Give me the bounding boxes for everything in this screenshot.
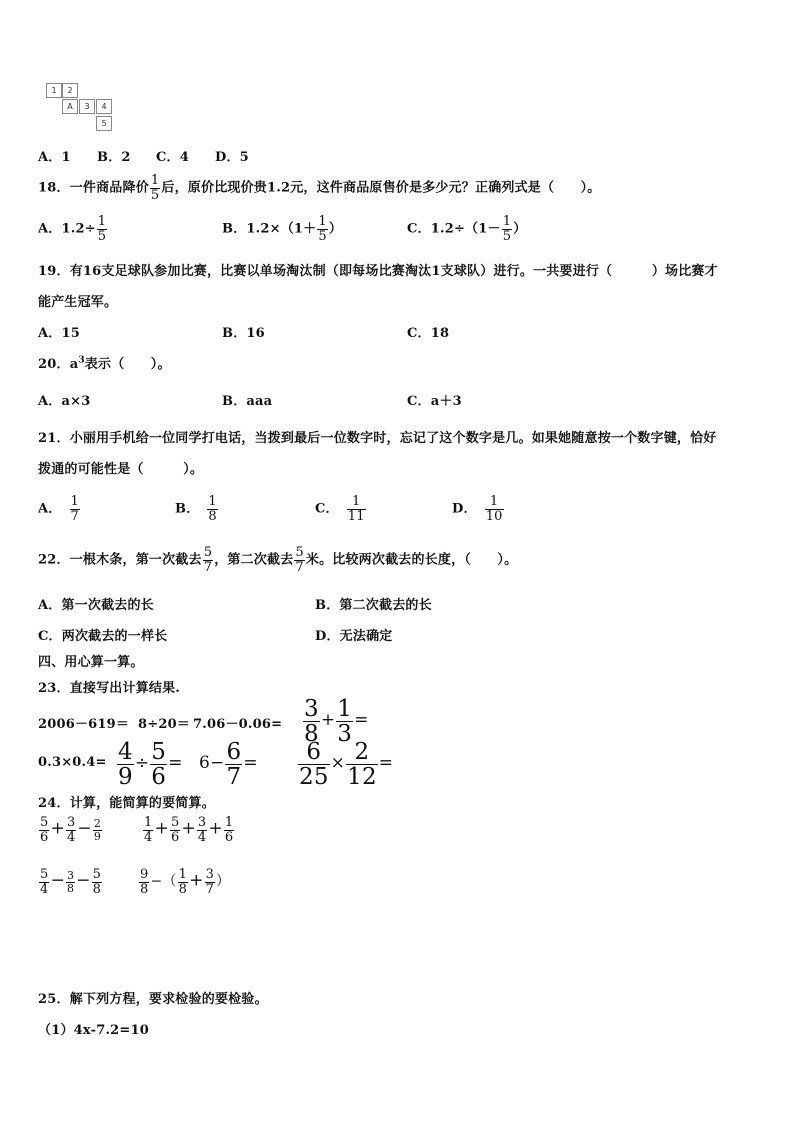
net-cell: 4 — [96, 99, 112, 114]
net-cell: 2 — [62, 83, 78, 98]
q23-expr-6: $\frac{4}{9}$ ÷ $\frac{5}{6}$ = — [118, 739, 183, 791]
q17-option-c: C．4 — [156, 150, 189, 165]
q25-item-1: （1）4x-7.2=10 — [38, 1023, 150, 1038]
q21-option-c: C． $\frac{1}{11}$ — [315, 494, 365, 524]
q22-option-c: C．两次截去的一样长 — [38, 629, 168, 644]
q21-option-d: D． $\frac{1}{10}$ — [452, 494, 503, 524]
q23-expr-1: 2006－619＝ — [38, 717, 130, 732]
net-cell: 5 — [96, 116, 112, 131]
q20-option-c: C．a＋3 — [407, 394, 462, 409]
q18-option-b: B．1.2×（1＋ $\frac{1}{5}$ ） — [222, 214, 343, 244]
q23-expr-5: 0.3×0.4= — [38, 755, 107, 770]
q22-option-b: B．第二次截去的长 — [315, 598, 432, 613]
q20-stem: 20．$a^3$表示（ ）。 — [38, 355, 171, 372]
section-heading: 四、用心算一算。 — [38, 655, 144, 670]
q24-expr-2: $\frac{1}{4}$ + $\frac{5}{6}$ + $\frac{3}{4}$ + $\frac{1}{6}$ — [144, 815, 234, 845]
q18-option-c: C．1.2÷（1－ $\frac{1}{5}$ ） — [407, 214, 527, 244]
net-cell: 3 — [79, 99, 95, 114]
q20-option-b: B．aaa — [222, 394, 273, 409]
q17-option-d: D．5 — [215, 150, 249, 165]
q21-line1: 21．小丽用手机给一位同学打电话，当拨到最后一位数字时，忘记了这个数字是几。如果她随意按一个数字键，恰好 — [38, 431, 717, 446]
q19-option-c: C．18 — [407, 326, 450, 341]
q21-line2: 拨通的可能性是（ ）。 — [38, 462, 204, 477]
q19-option-a: A．15 — [38, 326, 80, 341]
q19-line1: 19．有16支足球队参加比赛，比赛以单场淘汰制（即每场比赛淘汰1支球队）进行。一共要进行（ ）场比赛才 — [38, 264, 718, 279]
q22-option-a: A．第一次截去的长 — [38, 598, 154, 613]
q24-expr-3: $\frac{5}{4}$ − $\frac{3}{8}$ − $\frac{5}{8}$ — [40, 867, 102, 897]
q19-option-b: B．16 — [222, 326, 265, 341]
q23-expr-2: 8÷20＝ — [138, 717, 191, 732]
q23-expr-4: $\frac{3}{8}$ + $\frac{1}{3}$ = — [304, 696, 369, 748]
q24-title: 24．计算，能简算的要简算。 — [38, 796, 215, 811]
q23-title: 23．直接写出计算结果. — [38, 681, 181, 696]
q21-option-b: B． $\frac{1}{8}$ — [175, 494, 217, 524]
q23-expr-7: 6− $\frac{6}{7}$ = — [199, 739, 258, 791]
q23-expr-3: 7.06－0.06= — [193, 717, 283, 732]
q21-option-a: A． $\frac{1}{7}$ — [38, 494, 79, 524]
q25-title: 25．解下列方程，要求检验的要检验。 — [38, 992, 268, 1007]
q23-expr-8: $\frac{6}{25}$ × $\frac{2}{12}$ = — [299, 739, 394, 791]
q18-option-a: A．1.2÷ $\frac{1}{5}$ — [38, 214, 107, 244]
net-cell: A — [62, 99, 78, 114]
q17-option-b: B．2 — [97, 150, 131, 165]
q24-expr-4: $\frac{9}{8}$ −（ $\frac{1}{8}$ + $\frac{3}{7}$ ） — [140, 867, 231, 897]
q17-option-a: A．1 — [38, 150, 71, 165]
q18-stem: 18．一件商品降价 $\frac{1}{5}$ 后，原价比现价贵1.2元，这件商品原售价是多少元？正确列式是（ ）。 — [38, 173, 601, 203]
q22-option-d: D．无法确定 — [315, 629, 393, 644]
q24-expr-1: $\frac{5}{6}$ + $\frac{3}{4}$ − $\frac{2}{9}$ — [40, 815, 102, 845]
q22-stem: 22．一根木条，第一次截去 $\frac{5}{7}$ ，第二次截去 $\frac{5}{7}$ 米。比较两次截去的长度，（ ）。 — [38, 545, 518, 575]
net-cell: 1 — [46, 83, 62, 98]
q20-option-a: A．a×3 — [38, 394, 91, 409]
q19-line2: 能产生冠军。 — [38, 295, 118, 310]
